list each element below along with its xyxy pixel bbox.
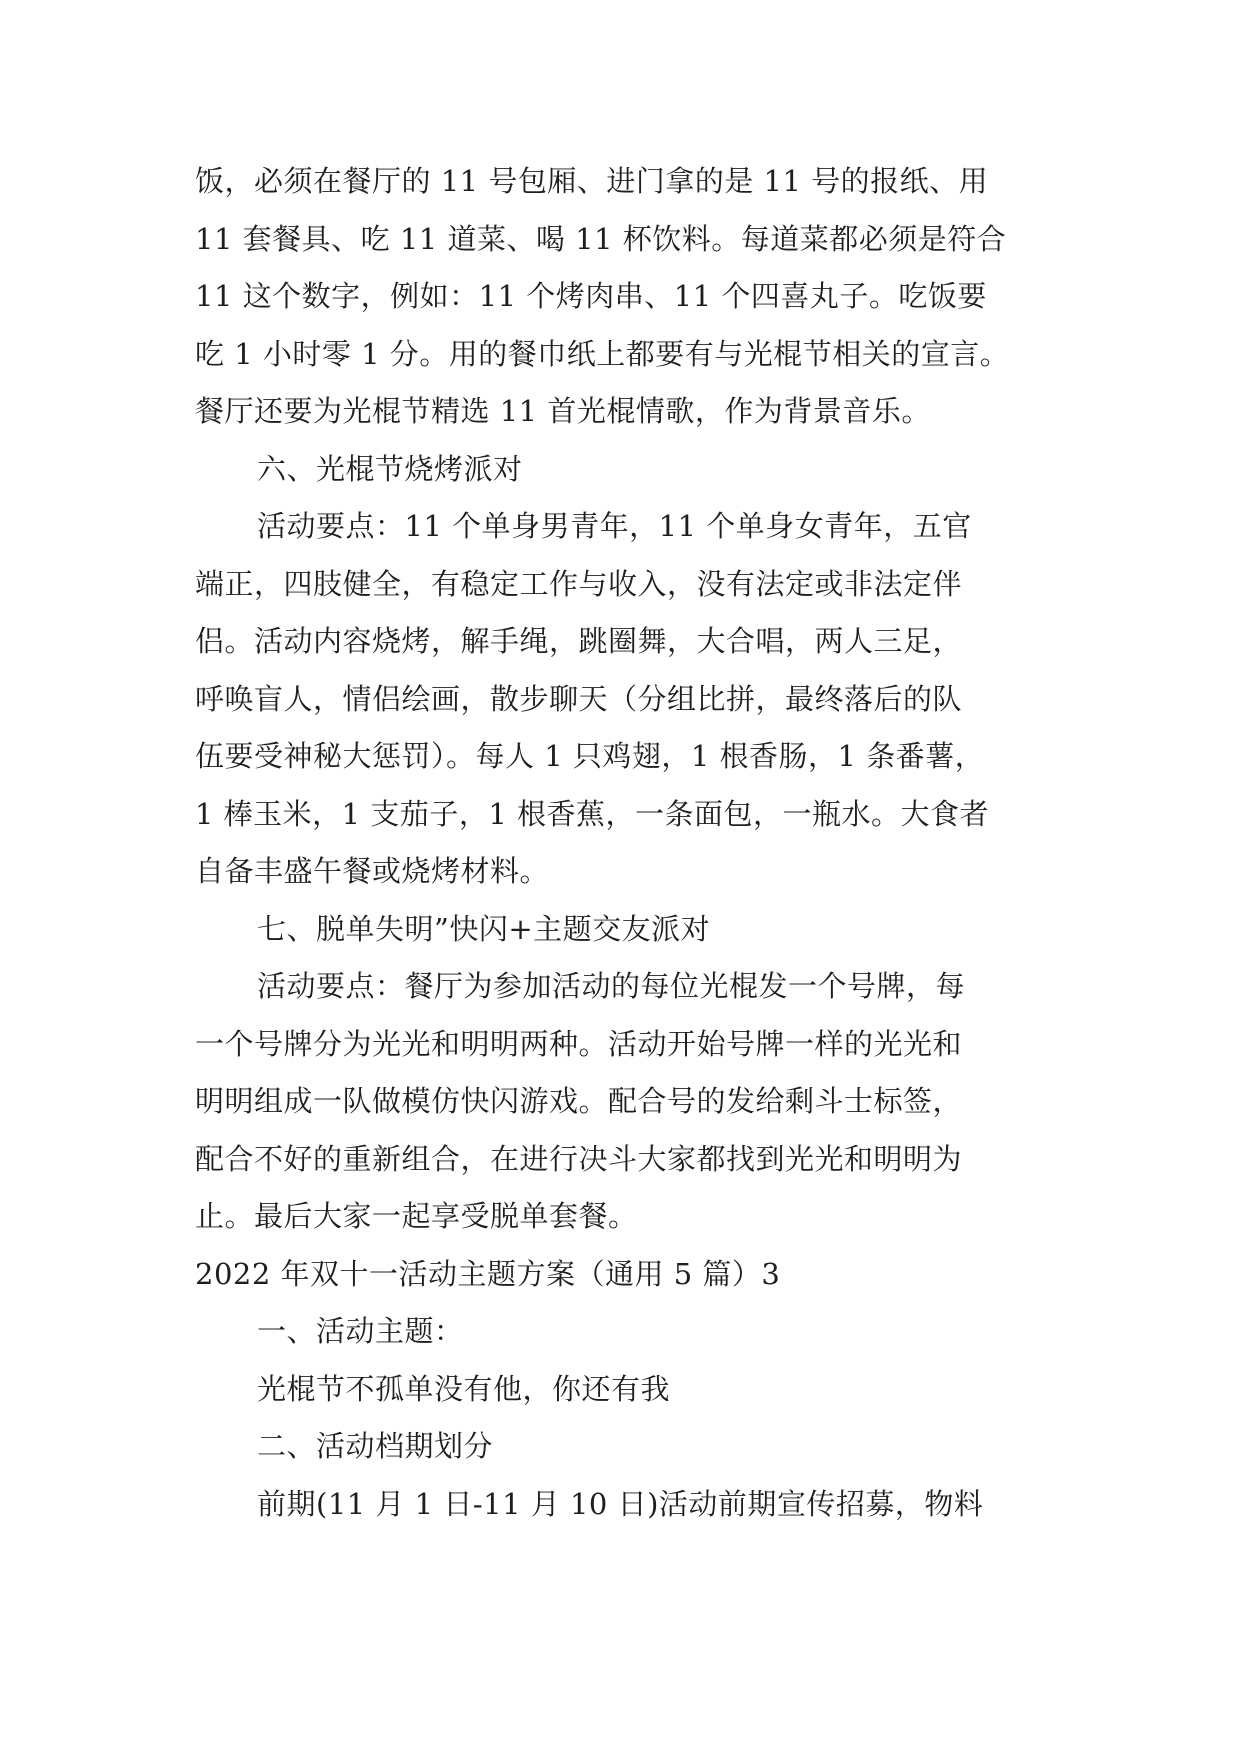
text-line: 11 这个数字，例如：11 个烤肉串、11 个四喜丸子。吃饭要 bbox=[195, 279, 987, 313]
section-heading: 二、活动档期划分 bbox=[257, 1429, 494, 1463]
text-line: 明明组成一队做模仿快闪游戏。配合号的发给剩斗士标签， bbox=[195, 1084, 963, 1118]
text-line: 配合不好的重新组合，在进行决斗大家都找到光光和明明为 bbox=[195, 1141, 963, 1176]
section-heading: 一、活动主题： bbox=[257, 1314, 464, 1348]
text-line: 止。最后大家一起享受脱单套餐。 bbox=[195, 1199, 638, 1233]
text-line: 11 套餐具、吃 11 道菜、喝 11 杯饮料。每道菜都必须是符合 bbox=[195, 221, 1007, 256]
section-heading: 七、脱单失明”快闪+主题交友派对 bbox=[257, 911, 711, 946]
text-line: 饭，必须在餐厅的 11 号包厢、进门拿的是 11 号的报纸、用 bbox=[195, 164, 989, 198]
paragraph-first-line: 前期(11 月 1 日-11 月 10 日)活动前期宣传招募，物料 bbox=[257, 1486, 984, 1521]
text-line: 伍要受神秘大惩罚）。每人 1 只鸡翅，1 根香肠，1 条番薯， bbox=[195, 739, 985, 773]
paragraph-first-line: 活动要点：餐厅为参加活动的每位光棍发一个号牌，每 bbox=[257, 969, 966, 1003]
text-line: 餐厅还要为光棍节精选 11 首光棍情歌，作为背景音乐。 bbox=[195, 394, 931, 428]
text-line: 一个号牌分为光光和明明两种。活动开始号牌一样的光光和 bbox=[195, 1026, 963, 1061]
document-title: 2022 年双十一活动主题方案（通用 5 篇）3 bbox=[195, 1256, 781, 1291]
paragraph-first-line: 活动要点：11 个单身男青年，11 个单身女青年，五官 bbox=[257, 509, 972, 543]
text-line: 侣。活动内容烧烤，解手绳，跳圈舞，大合唱，两人三足， bbox=[195, 624, 963, 658]
text-line: 端正，四肢健全，有稳定工作与收入，没有法定或非法定伴 bbox=[195, 566, 963, 601]
text-line: 自备丰盛午餐或烧烤材料。 bbox=[195, 854, 550, 888]
text-line: 1 棒玉米，1 支茄子，1 根香蕉，一条面包，一瓶水。大食者 bbox=[195, 796, 990, 831]
document-body bbox=[195, 153, 1075, 1533]
text-line: 吃 1 小时零 1 分。用的餐巾纸上都要有与光棍节相关的宣言。 bbox=[195, 336, 1010, 371]
section-heading: 六、光棍节烧烤派对 bbox=[257, 451, 523, 486]
text-line: 呼唤盲人，情侣绘画，散步聊天（分组比拼，最终落后的队 bbox=[195, 681, 963, 716]
paragraph-first-line: 光棍节不孤单没有他，你还有我 bbox=[257, 1371, 671, 1406]
